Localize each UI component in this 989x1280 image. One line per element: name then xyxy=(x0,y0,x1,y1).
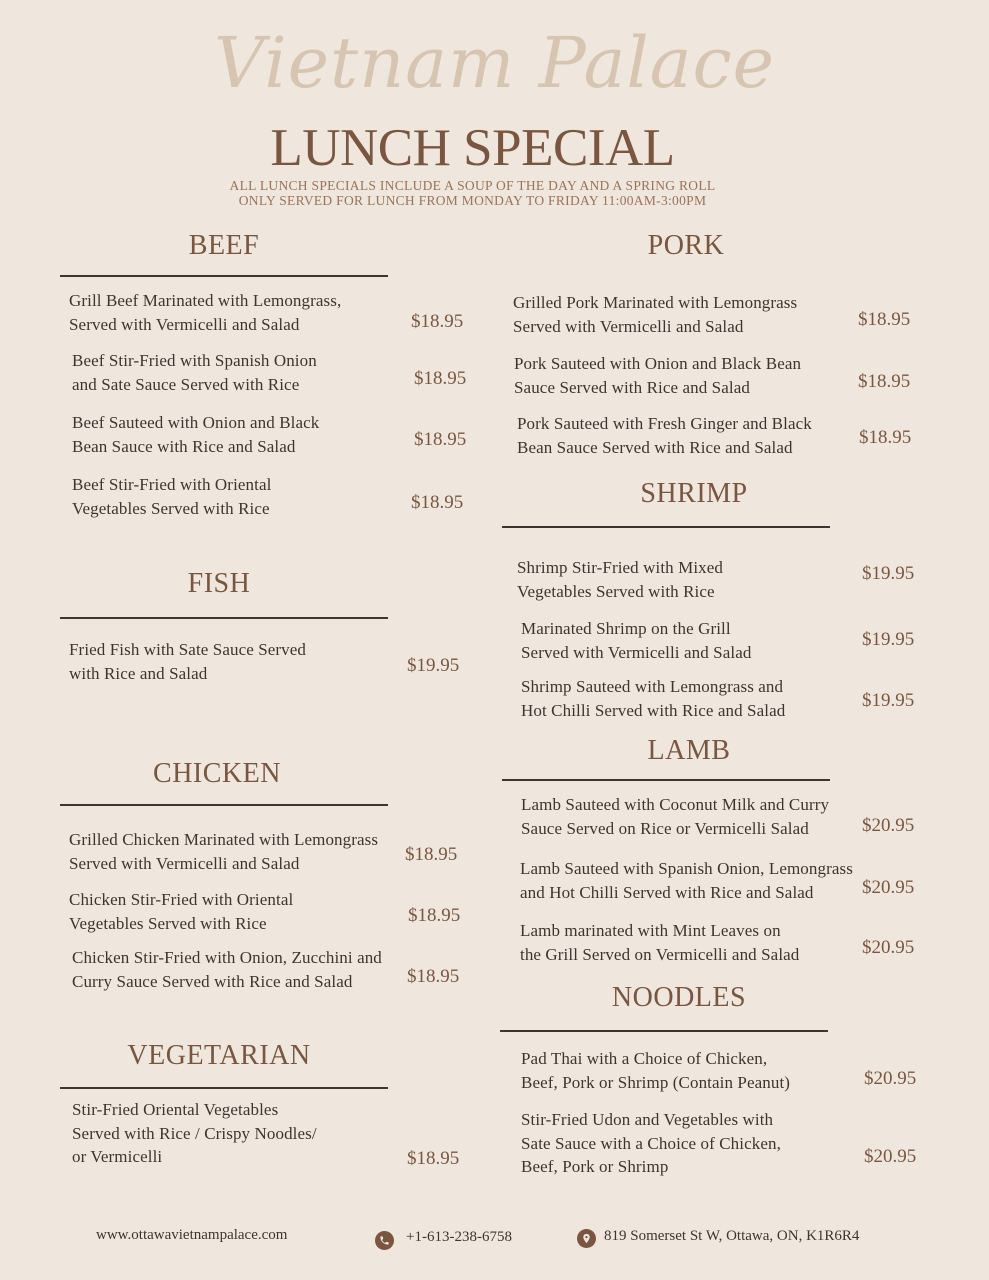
menu-item-price: $18.95 xyxy=(408,905,461,926)
phone-icon xyxy=(375,1231,394,1250)
section-divider xyxy=(60,1087,388,1089)
section-heading-chicken: CHICKEN xyxy=(153,758,281,789)
menu-item-description: Marinated Shrimp on the Grill Served with Vermicelli and Salad xyxy=(521,619,752,662)
page-title: LUNCH SPECIAL xyxy=(270,119,675,177)
menu-item-description: Stir-Fried Oriental Vegetables Served with Rice / Crispy Noodles/ or Vermicelli xyxy=(72,1100,317,1166)
address-text: 819 Somerset St W, Ottawa, ON, K1R6R4 xyxy=(604,1228,860,1244)
menu-item-price: $20.95 xyxy=(862,815,915,836)
menu-item-price: $18.95 xyxy=(414,429,467,450)
website-link[interactable]: www.ottawavietnampalace.com xyxy=(96,1227,288,1243)
menu-item-price: $18.95 xyxy=(858,371,911,392)
menu-item-description: Lamb Sauteed with Spanish Onion, Lemongrass and Hot Chilli Served with Rice and Salad xyxy=(520,859,853,902)
menu-item-description: Lamb Sauteed with Coconut Milk and Curry Sauce Served on Rice or Vermicelli Salad xyxy=(521,795,830,838)
menu-item-description: Chicken Stir-Fried with Oriental Vegetables Served with Rice xyxy=(69,890,294,933)
section-heading-vegetarian: VEGETARIAN xyxy=(127,1040,311,1071)
menu-item-description: Grilled Chicken Marinated with Lemongrass Served with Vermicelli and Salad xyxy=(69,830,379,873)
menu-item-description: Stir-Fried Udon and Vegetables with Sate Sauce with a Choice of Chicken, Beef, Pork or Shrimp xyxy=(521,1110,781,1176)
menu-item-price: $20.95 xyxy=(864,1068,917,1089)
section-heading-shrimp: SHRIMP xyxy=(640,478,748,509)
menu-item-price: $18.95 xyxy=(405,844,458,865)
menu-item-price: $18.95 xyxy=(859,427,912,448)
menu-item-description: Pork Sauteed with Onion and Black Bean Sauce Served with Rice and Salad xyxy=(514,354,802,397)
section-heading-fish: FISH xyxy=(187,568,251,599)
location-pin-icon xyxy=(577,1229,596,1248)
menu-item-price: $19.95 xyxy=(862,563,915,584)
menu-item-price: $18.95 xyxy=(411,311,464,332)
menu-item-price: $19.95 xyxy=(862,629,915,650)
section-divider xyxy=(502,779,830,781)
menu-item-price: $20.95 xyxy=(864,1146,917,1167)
menu-item-price: $18.95 xyxy=(858,309,911,330)
menu-item-description: Grilled Pork Marinated with Lemongrass Served with Vermicelli and Salad xyxy=(513,293,798,336)
section-heading-pork: PORK xyxy=(647,230,725,261)
menu-item-description: Fried Fish with Sate Sauce Served with Rice and Salad xyxy=(69,640,307,683)
subtitle-line-2: ONLY SERVED FOR LUNCH FROM MONDAY TO FRIDAY 11:00AM-3:00PM xyxy=(238,193,707,208)
menu-item-price: $19.95 xyxy=(407,655,460,676)
menu-item-description: Shrimp Stir-Fried with Mixed Vegetables Served with Rice xyxy=(517,558,723,601)
section-divider xyxy=(60,275,388,277)
section-heading-beef: BEEF xyxy=(188,230,260,261)
menu-item-price: $18.95 xyxy=(414,368,467,389)
menu-item-price: $20.95 xyxy=(862,937,915,958)
section-heading-noodles: NOODLES xyxy=(611,982,747,1013)
menu-item-description: Pork Sauteed with Fresh Ginger and Black Bean Sauce Served with Rice and Salad xyxy=(517,414,812,457)
menu-item-price: $19.95 xyxy=(862,690,915,711)
menu-item-description: Beef Stir-Fried with Spanish Onion and Sate Sauce Served with Rice xyxy=(72,351,317,394)
section-divider xyxy=(502,526,830,528)
section-divider xyxy=(60,804,388,806)
menu-item-description: Pad Thai with a Choice of Chicken, Beef, Pork or Shrimp (Contain Peanut) xyxy=(521,1049,791,1092)
menu-item-description: Lamb marinated with Mint Leaves on the Grill Served on Vermicelli and Salad xyxy=(520,921,800,964)
menu-item-description: Chicken Stir-Fried with Onion, Zucchini and Curry Sauce Served with Rice and Salad xyxy=(72,948,382,991)
section-divider xyxy=(500,1030,828,1032)
phone-number[interactable]: +1-613-238-6758 xyxy=(406,1229,512,1245)
menu-item-description: Grill Beef Marinated with Lemongrass, Served with Vermicelli and Salad xyxy=(69,291,342,334)
brand-logo-text: Vietnam Palace xyxy=(213,22,776,104)
menu-item-price: $20.95 xyxy=(862,877,915,898)
menu-item-price: $18.95 xyxy=(407,1148,460,1169)
menu-item-price: $18.95 xyxy=(407,966,460,987)
menu-item-price: $18.95 xyxy=(411,492,464,513)
menu-item-description: Beef Stir-Fried with Oriental Vegetables Served with Rice xyxy=(72,475,272,518)
menu-item-description: Beef Sauteed with Onion and Black Bean Sauce with Rice and Salad xyxy=(72,413,320,456)
section-divider xyxy=(60,617,388,619)
subtitle-line-1: ALL LUNCH SPECIALS INCLUDE A SOUP OF THE DAY AND A SPRING ROLL xyxy=(229,178,716,193)
menu-item-description: Shrimp Sauteed with Lemongrass and Hot Chilli Served with Rice and Salad xyxy=(521,677,786,720)
section-heading-lamb: LAMB xyxy=(647,735,731,766)
